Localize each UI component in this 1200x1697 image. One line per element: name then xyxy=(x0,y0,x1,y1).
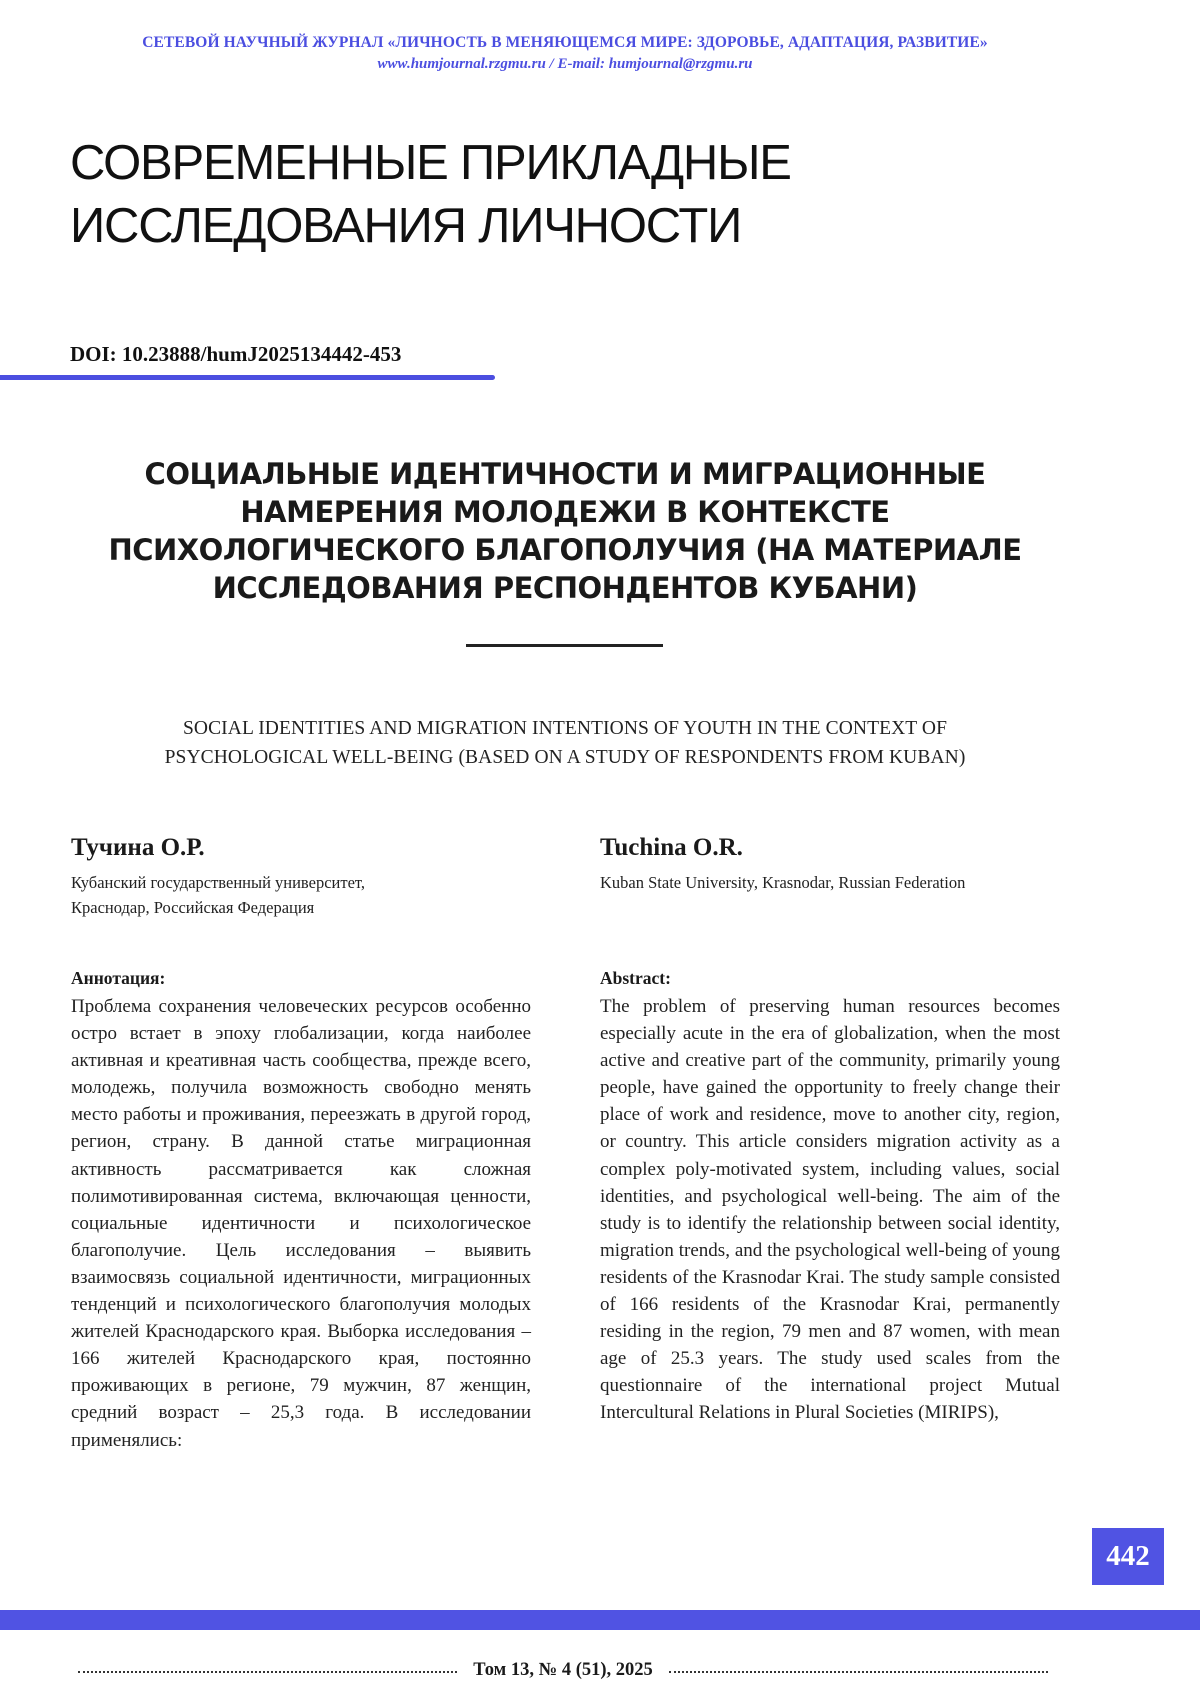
footer-dots-left xyxy=(78,1671,457,1673)
section-title-line-2: ИССЛЕДОВАНИЯ ЛИЧНОСТИ xyxy=(70,199,742,253)
journal-contacts[interactable]: www.humjournal.rzgmu.ru / E-mail: humjournal@rzgmu.ru xyxy=(377,56,753,72)
article-title-en xyxy=(60,714,1070,772)
title-divider xyxy=(466,644,663,647)
issue-info: Том 13, № 4 (51), 2025 xyxy=(473,1660,653,1680)
author-affiliation-ru xyxy=(71,870,531,920)
article-title-ru-line-3: ПСИХОЛОГИЧЕСКОГО БЛАГОПОЛУЧИЯ (НА МАТЕРИАЛЕ xyxy=(108,533,1022,567)
abstract-text-ru xyxy=(71,993,531,1454)
article-title-ru-line-1: СОЦИАЛЬНЫЕ ИДЕНТИЧНОСТИ И МИГРАЦИОННЫЕ xyxy=(144,457,986,491)
affiliation-ru-line-2: Краснодар, Российская Федерация xyxy=(71,898,315,917)
author-name-ru: Тучина О.Р. xyxy=(71,834,205,861)
abstract-paragraph-en: The problem of preserving human resources becomes especially acute in the era of globalization, when the most active and creative part of the community, primarily young people, have gained the opportunity to freely change their place of work and residence, move to another city, region, or country. This article considers migration activity as a complex poly-motivated system, including values, social identities, and psychological well-being. The aim of the study is to identify the relationship between social identity, migration trends, and the psychological well-being of young residents of the Krasnodar Krai. The study sample consisted of 166 residents of the Krasnodar Krai, permanently residing in the region, 79 men and 87 women, with mean age of 25.3 years. The study used scales from the questionnaire of the international project Mutual Intercultural Relations in Plural Societies (MIRIPS), xyxy=(600,996,1060,1424)
doi-underline-bar xyxy=(0,375,495,380)
abstract-text-en xyxy=(600,993,1060,1427)
article-title-en-line-2: PSYCHOLOGICAL WELL-BEING (BASED ON A STUDY OF RESPONDENTS FROM KUBAN) xyxy=(164,747,966,768)
abstract-heading-ru: Аннотация: xyxy=(71,968,166,988)
footer-band xyxy=(0,1610,1200,1630)
article-title-en-line-1: SOCIAL IDENTITIES AND MIGRATION INTENTIONS OF YOUTH IN THE CONTEXT OF xyxy=(182,718,948,739)
author-affiliation-en: Kuban State University, Krasnodar, Russian Federation xyxy=(600,873,966,892)
article-title-ru xyxy=(60,455,1070,607)
article-title-ru-line-4: ИССЛЕДОВАНИЯ РЕСПОНДЕНТОВ КУБАНИ) xyxy=(212,571,918,605)
doi[interactable]: DOI: 10.23888/humJ2025134442-453 xyxy=(70,342,402,366)
author-name-en: Tuchina O.R. xyxy=(600,834,743,861)
page-number-badge: 442 xyxy=(1092,1528,1164,1585)
article-title-ru-line-2: НАМЕРЕНИЯ МОЛОДЕЖИ В КОНТЕКСТЕ xyxy=(240,495,890,529)
affiliation-ru-line-1: Кубанский государственный университет, xyxy=(71,873,365,892)
journal-name: СЕТЕВОЙ НАУЧНЫЙ ЖУРНАЛ «ЛИЧНОСТЬ В МЕНЯЮЩЕМСЯ МИРЕ: ЗДОРОВЬЕ, АДАПТАЦИЯ, РАЗВИТИЕ» xyxy=(142,34,988,51)
section-title xyxy=(70,132,970,258)
abstract-paragraph-ru: Проблема сохранения человеческих ресурсов особенно остро встает в эпоху глобализации, когда наиболее активная и креативная часть сообщества, прежде всего, молодежь, получила возможность свободно менять место работы и проживания, переезжать в другой город, регион, страну. В данной статье миграционная активность рассматривается как сложная полимотивированная система, включающая ценности, социальные идентичности и психологическое благополучие. Цель исследования – выявить взаимосвязь социальной идентичности, миграционных тенденций и психологического благополучия молодых жителей Краснодарского края. Выборка исследования – 166 жителей Краснодарского края, постоянно проживающих в регионе, 79 мужчин, 87 женщин, средний возраст – 25,3 года. В исследовании применялись: xyxy=(71,996,531,1451)
footer-dots-right xyxy=(669,1671,1048,1673)
section-title-line-1: СОВРЕМЕННЫЕ ПРИКЛАДНЫЕ xyxy=(70,136,791,190)
abstract-heading-en: Abstract: xyxy=(600,968,671,988)
footer xyxy=(78,1660,1048,1681)
